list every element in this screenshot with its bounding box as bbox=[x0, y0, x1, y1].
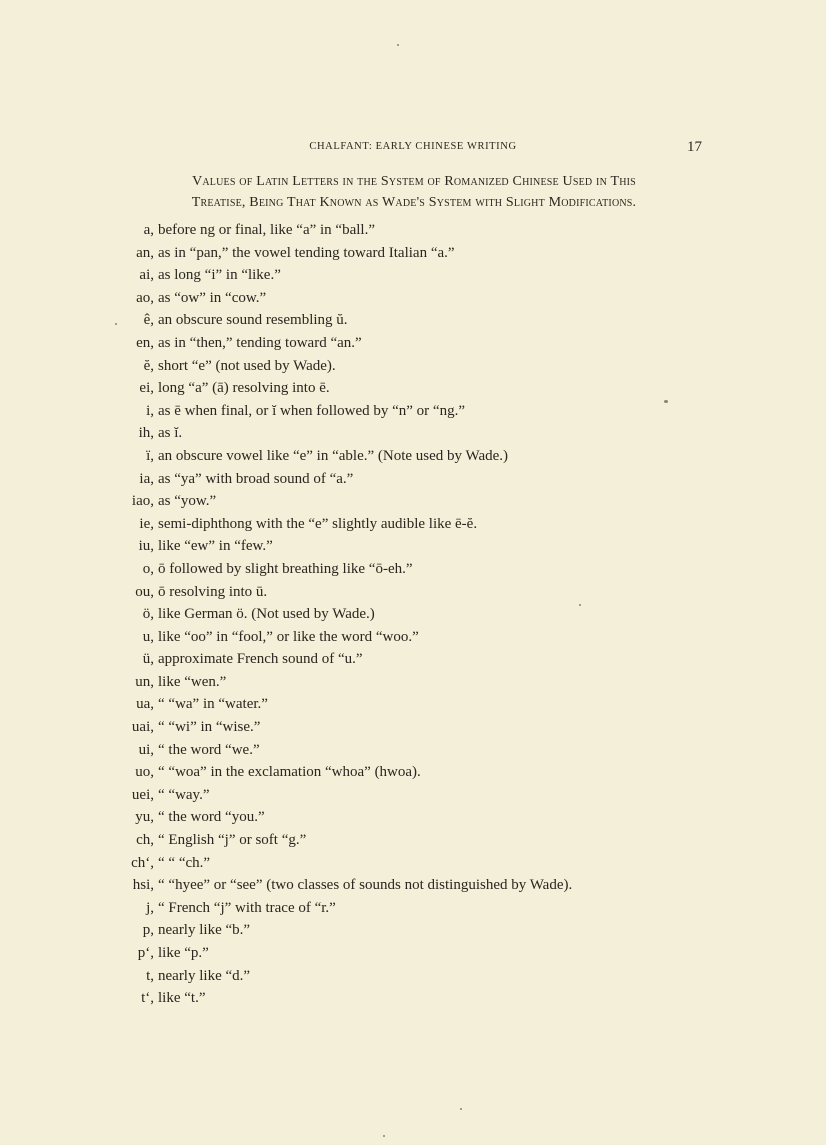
entry-description: as “yow.” bbox=[158, 493, 217, 510]
list-item bbox=[0, 332, 826, 355]
entry-description: “ “wa” in “water.” bbox=[158, 696, 268, 713]
list-item bbox=[0, 309, 826, 332]
running-head: CHALFANT: EARLY CHINESE WRITING bbox=[309, 141, 517, 152]
list-item bbox=[0, 468, 826, 491]
list-item bbox=[0, 377, 826, 400]
list-item bbox=[0, 648, 826, 671]
entry-letter: a, bbox=[143, 222, 154, 238]
entry-letter: yu, bbox=[135, 809, 154, 826]
entry-description: short “e” (not used by Wade). bbox=[158, 357, 336, 374]
entry-letter: ui, bbox=[138, 741, 154, 758]
list-item bbox=[0, 829, 826, 852]
list-item bbox=[0, 874, 826, 897]
entry-description: like “wen.” bbox=[158, 673, 227, 690]
entry-letter: uo, bbox=[135, 764, 154, 781]
entry-description: ō followed by slight breathing like “ō-eh.” bbox=[158, 560, 413, 577]
entry-description: approximate French sound of “u.” bbox=[158, 651, 363, 668]
entry-description: long “a” (ā) resolving into ē. bbox=[158, 380, 330, 397]
list-item bbox=[0, 445, 826, 468]
list-item bbox=[0, 942, 826, 965]
entry-letter: ch‘, bbox=[131, 854, 154, 871]
entry-letter: ö, bbox=[142, 606, 154, 623]
entry-description: ō resolving into ū. bbox=[158, 583, 268, 600]
heading-line-1: Values of Latin Letters in the System of Romanized Chinese Used in This bbox=[192, 174, 636, 189]
entry-description: “ “woa” in the exclamation “whoa” (hwoa). bbox=[158, 764, 421, 781]
paper-speck bbox=[460, 1108, 462, 1110]
entry-letter: t‘, bbox=[141, 990, 154, 1007]
list-item bbox=[0, 558, 826, 581]
entry-letter: iu, bbox=[138, 538, 154, 555]
entry-description: as “ow” in “cow.” bbox=[158, 289, 267, 306]
entry-description: as long “i” in “like.” bbox=[158, 267, 281, 284]
list-item bbox=[0, 693, 826, 716]
list-item bbox=[0, 716, 826, 739]
list-item bbox=[0, 400, 826, 423]
list-item bbox=[0, 965, 826, 988]
list-item bbox=[0, 242, 826, 265]
romanization-list bbox=[0, 219, 826, 1010]
entry-letter: ï, bbox=[146, 447, 154, 464]
paper-speck bbox=[579, 604, 581, 606]
list-item bbox=[0, 897, 826, 920]
list-item bbox=[0, 535, 826, 558]
entry-letter: ĕ, bbox=[143, 357, 154, 374]
entry-letter: i, bbox=[146, 402, 154, 419]
paper-speck bbox=[115, 323, 117, 325]
entry-description: like “oo” in “fool,” or like the word “woo.” bbox=[158, 628, 419, 645]
entry-letter: uai, bbox=[131, 719, 154, 736]
paper-speck bbox=[383, 1135, 385, 1137]
list-item bbox=[0, 784, 826, 807]
entry-letter: ê, bbox=[143, 312, 154, 329]
entry-description: “ “hyee” or “see” (two classes of sounds not distinguished by Wade). bbox=[158, 877, 573, 894]
entry-letter: un, bbox=[135, 673, 154, 690]
entry-letter: ch, bbox=[136, 832, 154, 849]
list-item bbox=[0, 355, 826, 378]
paper-speck bbox=[664, 400, 668, 403]
entry-description: “ English “j” or soft “g.” bbox=[158, 832, 307, 849]
entry-letter: uei, bbox=[131, 786, 154, 803]
entry-description: “ “wi” in “wise.” bbox=[158, 719, 261, 736]
entry-description: “ French “j” with trace of “r.” bbox=[158, 899, 336, 916]
entry-letter: ü, bbox=[142, 651, 154, 668]
entry-letter: ia, bbox=[139, 470, 154, 487]
entry-description: “ the word “you.” bbox=[158, 809, 265, 826]
entry-letter: ei, bbox=[139, 380, 154, 397]
entry-description: “ “way.” bbox=[158, 786, 210, 803]
entry-letter: o, bbox=[142, 560, 154, 577]
entry-description: as in “pan,” the vowel tending toward Italian “a.” bbox=[158, 244, 455, 261]
entry-description: semi-diphthong with the “e” slightly audible like ē-ĕ. bbox=[158, 515, 478, 532]
entry-description: like “ew” in “few.” bbox=[158, 538, 273, 555]
entry-letter: hsi, bbox=[132, 877, 154, 894]
list-item bbox=[0, 761, 826, 784]
list-item bbox=[0, 219, 826, 242]
entry-description: like “t.” bbox=[158, 990, 206, 1007]
list-item bbox=[0, 852, 826, 875]
paper-speck bbox=[397, 44, 399, 46]
list-item bbox=[0, 513, 826, 536]
entry-letter: j, bbox=[146, 899, 154, 916]
entry-letter: t, bbox=[146, 967, 154, 984]
entry-description: nearly like “d.” bbox=[158, 967, 251, 984]
entry-letter: ie, bbox=[139, 515, 154, 532]
entry-letter: ih, bbox=[138, 425, 154, 442]
entry-letter: ua, bbox=[136, 696, 154, 713]
entry-letter: u, bbox=[142, 628, 154, 645]
list-item bbox=[0, 671, 826, 694]
entry-description: nearly like “b.” bbox=[158, 922, 251, 939]
entry-description: like German ö. (Not used by Wade.) bbox=[158, 606, 375, 623]
entry-description: before ng or final, like “a” in “ball.” bbox=[158, 222, 375, 238]
list-item bbox=[0, 806, 826, 829]
entry-letter: ao, bbox=[136, 289, 154, 306]
list-item bbox=[0, 603, 826, 626]
list-item bbox=[0, 422, 826, 445]
entry-letter: en, bbox=[136, 334, 154, 351]
entry-letter: p, bbox=[142, 922, 154, 939]
list-item bbox=[0, 987, 826, 1010]
page-number: 17 bbox=[687, 139, 702, 155]
entry-letter: ai, bbox=[139, 267, 154, 284]
entry-letter: ou, bbox=[135, 583, 154, 600]
entry-description: an obscure sound resembling ŭ. bbox=[158, 312, 348, 329]
entry-description: “ “ “ch.” bbox=[158, 854, 211, 871]
entry-description: as ē when final, or ĭ when followed by “n” or “ng.” bbox=[158, 402, 465, 419]
heading-line-2: Treatise, Being That Known as Wade's System with Slight Modifications. bbox=[191, 195, 637, 210]
list-item bbox=[0, 919, 826, 942]
entry-letter: an, bbox=[136, 244, 154, 261]
entry-description: as in “then,” tending toward “an.” bbox=[158, 334, 362, 351]
section-heading bbox=[108, 171, 720, 213]
entry-letter: iao, bbox=[131, 493, 154, 510]
entry-description: as “ya” with broad sound of “a.” bbox=[158, 470, 354, 487]
list-item bbox=[0, 581, 826, 604]
entry-description: an obscure vowel like “e” in “able.” (Note used by Wade.) bbox=[158, 447, 509, 464]
entry-description: as ĭ. bbox=[158, 425, 183, 442]
entry-letter: p‘, bbox=[137, 945, 154, 961]
list-item bbox=[0, 287, 826, 310]
list-item bbox=[0, 264, 826, 287]
list-item bbox=[0, 739, 826, 762]
list-item bbox=[0, 490, 826, 513]
list-item bbox=[0, 626, 826, 649]
entry-description: like “p.” bbox=[158, 945, 209, 961]
entry-description: “ the word “we.” bbox=[158, 741, 260, 758]
